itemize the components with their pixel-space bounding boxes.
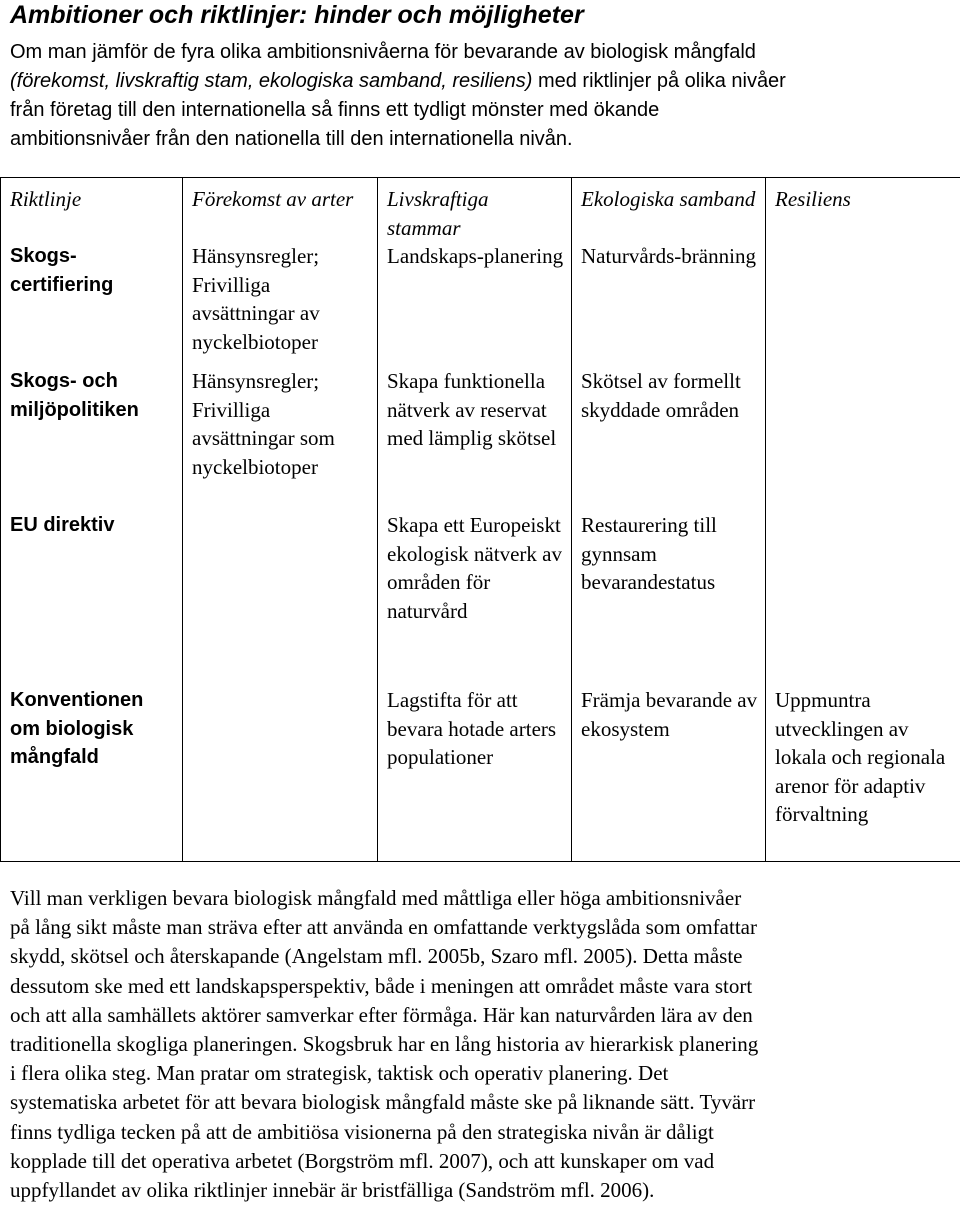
body-paragraph: [10, 884, 955, 1205]
row-label: Konventionen om biologisk mångfald: [1, 686, 183, 861]
body-line: i flera olika steg. Man pratar om strategisk, taktisk och operativ planering. Det: [10, 1061, 669, 1086]
header-riktlinje: Riktlinje: [1, 178, 183, 243]
table-cell: Skapa funktionella nätverk av reservat med lämplig skötsel: [378, 367, 572, 511]
intro-paragraph: [10, 38, 955, 154]
table-row: [1, 367, 960, 511]
intro-line-1: Om man jämför de fyra olika ambitionsnivåerna för bevarande av biologisk mångfald: [10, 41, 756, 63]
table-cell: Uppmuntra utvecklingen av lokala och regionala arenor för adaptiv förvaltning: [766, 686, 960, 861]
table-cell: Naturvårds-bränning: [572, 242, 766, 367]
ambition-table: [0, 177, 960, 862]
row-label: Skogs- och miljöpolitiken: [1, 367, 183, 511]
intro-line-2-rest: med riktlinjer på olika nivåer: [532, 70, 786, 92]
table-row: [1, 242, 960, 367]
table-cell: [183, 511, 378, 686]
table-cell: [766, 511, 960, 686]
body-line: uppfyllandet av olika riktlinjer innebär är bristfälliga (Sandström mfl. 2006).: [10, 1178, 655, 1203]
body-line: traditionella skogliga planeringen. Skogsbruk har en lång historia av hierarkisk planering: [10, 1032, 759, 1057]
body-line: skydd, skötsel och återskapande (Angelstam mfl. 2005b, Szaro mfl. 2005). Detta måste: [10, 944, 743, 969]
table-cell: Restaurering till gynnsam bevarandestatus: [572, 511, 766, 686]
table-cell: [183, 686, 378, 861]
intro-line-3: från företag till den internationella så finns ett tydligt mönster med ökande: [10, 99, 660, 121]
body-line: systematiska arbetet för att bevara biologisk mångfald måste ske på liknande sätt. Tyvärr: [10, 1090, 756, 1115]
header-resiliens: Resiliens: [766, 178, 960, 243]
table-cell: Lagstifta för att bevara hotade arters populationer: [378, 686, 572, 861]
table-cell: Skötsel av formellt skyddade områden: [572, 367, 766, 511]
intro-line-4: ambitionsnivåer från den nationella till den internationella nivån.: [10, 128, 573, 150]
row-label: Skogs-certifiering: [1, 242, 183, 367]
body-line: på lång sikt måste man sträva efter att använda en omfattande verktygslåda som omfattar: [10, 915, 757, 940]
intro-line-2-italic: (förekomst, livskraftig stam, ekologiska samband, resiliens): [10, 70, 533, 92]
table-row: [1, 686, 960, 861]
body-line: finns tydliga tecken på att de ambitiösa visionerna på den strategiska nivån är dåligt: [10, 1119, 714, 1144]
header-livskraftiga: Livskraftiga stammar: [378, 178, 572, 243]
page-heading: Ambitioner och riktlinjer: hinder och möjligheter: [10, 1, 584, 29]
body-line: kopplade till det operativa arbetet (Borgström mfl. 2007), och att kunskaper om vad: [10, 1148, 715, 1173]
table-row: [1, 511, 960, 686]
table-cell: Hänsynsregler; Frivilliga avsättningar som nyckelbiotoper: [183, 367, 378, 511]
table-cell: [766, 367, 960, 511]
header-ekologiska: Ekologiska samband: [572, 178, 766, 243]
body-line: och att alla samhällets aktörer samverkar efter förmåga. Här kan naturvården lära av den: [10, 1002, 753, 1027]
body-line: dessutom ske med ett landskapsperspektiv, både i meningen att området måste vara stort: [10, 973, 753, 998]
table-cell: Främja bevarande av ekosystem: [572, 686, 766, 861]
table-header-row: [1, 178, 960, 243]
row-label: EU direktiv: [1, 511, 183, 686]
body-line: Vill man verkligen bevara biologisk mångfald med måttliga eller höga ambitionsnivåer: [10, 886, 742, 910]
table-cell: Skapa ett Europeiskt ekologisk nätverk av områden för naturvård: [378, 511, 572, 686]
table-cell: [766, 242, 960, 367]
table-cell: Hänsynsregler; Frivilliga avsättningar av nyckelbiotoper: [183, 242, 378, 367]
table-cell: Landskaps-planering: [378, 242, 572, 367]
header-forekomst: Förekomst av arter: [183, 178, 378, 243]
